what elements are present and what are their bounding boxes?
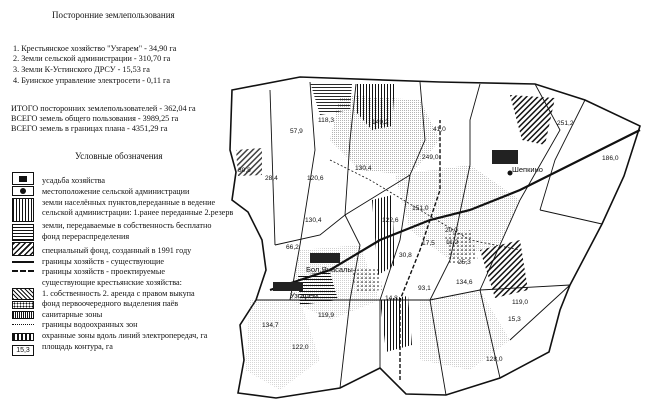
parcel-area-label: 41,0	[433, 126, 446, 133]
legend-item: сельской администрации: 1.ранее переданные 2.резерв	[42, 208, 234, 217]
legend-item: земли населённых пунктов,переданные в ведение	[42, 198, 216, 207]
parcel-area-label: 186,0	[602, 155, 619, 162]
other-user-2: 2. Земли сельской администрации - 310,70 га	[13, 54, 171, 63]
total-other-users: ИТОГО посторонних землепользователей - 362,04 га	[11, 104, 196, 113]
parcel-area-label: 11,2	[446, 239, 459, 246]
legend-item: границы хозяйств - проектируемые	[42, 267, 165, 276]
parcel-area-label: 122,0	[292, 344, 309, 351]
parcel-area-label: 134,6	[456, 279, 473, 286]
other-users-title: Посторонние землепользования	[52, 10, 175, 20]
legend-item: площадь контура, га	[42, 342, 113, 351]
parcel-area-label: 30,8	[399, 252, 412, 259]
legend-title: Условные обозначения	[75, 151, 163, 161]
legend-item: фонд первоочередного выделения паёв	[42, 299, 179, 308]
legend-item: фонд перераспределения	[42, 232, 130, 241]
legend-item: границы водоохранных зон	[42, 320, 138, 329]
legend-item: специальный фонд, созданный в 1991 году	[42, 246, 192, 255]
parcel-area-label: 30,8	[238, 167, 251, 174]
other-user-1: 1. Крестьянское хозяйство "Узгарем" - 34,90 га	[13, 44, 177, 53]
settlement-block	[273, 282, 303, 291]
legend-item: земли, передаваемые в собственность бесплатно	[42, 221, 212, 230]
parcel-area-label: 149,2	[372, 119, 389, 126]
parcel-area-label: 14,8	[385, 295, 398, 302]
parcel-area-label: 93,1	[418, 285, 431, 292]
parcel-area-label: 120,6	[307, 175, 324, 182]
parcel-area-label: 15,3	[508, 316, 521, 323]
parcel-area-label: 251,2	[557, 120, 574, 127]
settlement-label-uzgarem: Узгарем	[290, 291, 319, 300]
parcel-area-label: 118,3	[318, 117, 335, 124]
parcel-area-label: 119,9	[318, 312, 335, 319]
legend-item: местоположение сельской администрации	[42, 187, 190, 196]
legend-item: усадьба хозяйства	[42, 176, 106, 185]
parcel-area-label: 134,7	[262, 322, 279, 329]
settlement-block	[492, 150, 518, 164]
parcel-area-label: 25,3	[458, 259, 471, 266]
legend-item: существующие крестьянские хозяйства:	[42, 278, 182, 287]
hatched-parcel	[352, 268, 382, 292]
other-user-3: 3. Земли К-Устинского ДРСУ - 15,53 га	[13, 65, 150, 74]
settlement-label-bol-yanasaly: Бол.Янасалы	[306, 265, 353, 274]
settlement-block	[310, 253, 340, 263]
parcel-area-label: 20,0	[445, 227, 458, 234]
parcel-area-label: 130,4	[305, 217, 322, 224]
parcel-area-label: 66,2	[286, 244, 299, 251]
parcel-area-label: 249,0	[422, 154, 439, 161]
legend-item: границы хозяйств - существующие	[42, 257, 165, 266]
contour-area-sample: 15,3	[12, 345, 34, 356]
parcel-area-label: 122,6	[382, 217, 399, 224]
parcel-area-label: 119,0	[512, 299, 529, 306]
parcel-area-label: 128,0	[486, 356, 503, 363]
legend-item: охранные зоны вдоль линий электропередач, га	[42, 331, 208, 340]
total-common-use: ВСЕГО земель общего пользования - 3989,25 га	[11, 114, 179, 123]
legend-item: санитарные зоны	[42, 310, 103, 319]
total-plan-area: ВСЕГО земель в границах плана - 4351,29 га	[11, 124, 168, 133]
parcel-area-label: 17,5	[422, 240, 435, 247]
legend-item: 1. собственность 2. аренда с правом выкупа	[42, 289, 195, 298]
parcel-area-label: 130,4	[355, 165, 372, 172]
parcel-area-label: 28,4	[265, 175, 278, 182]
other-user-4: 4. Буинское управление электросети - 0,11 га	[13, 76, 170, 85]
parcel-area-label: 151,0	[412, 205, 429, 212]
settlement-label-shepkino: Шепкино	[512, 165, 543, 174]
parcel-area-label: 57,9	[290, 128, 303, 135]
